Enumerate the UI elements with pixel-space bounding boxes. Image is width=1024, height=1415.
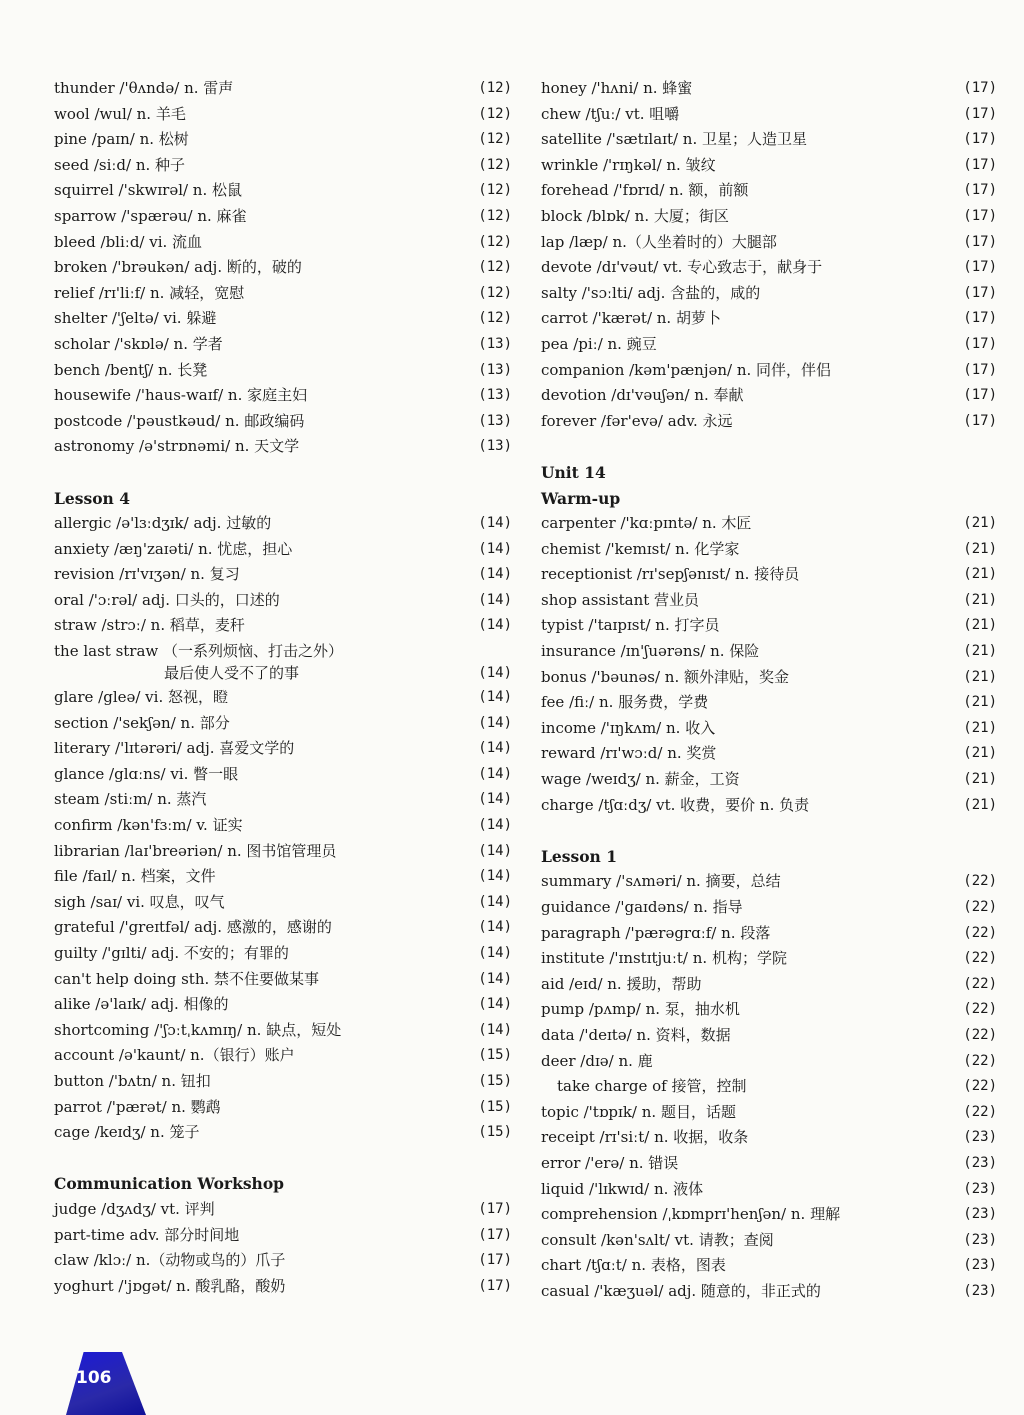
entry-text: postcode /'pəustkəud/ n. 邮政编码 [54,411,305,430]
entry-page: (13) [478,412,512,429]
entry-text: revision /rɪ'vɪʒən/ n. 复习 [54,565,240,584]
entry-page: (14) [478,665,512,682]
entry-page: (17) [963,182,997,199]
vocab-entry [541,537,997,563]
vocab-entry [541,921,997,947]
vocab-entry [54,1069,512,1095]
warmup-list [541,511,997,818]
entry-text: squirrel /'skwɪrəl/ n. 松鼠 [54,181,243,200]
vocab-entry [54,915,512,941]
vocab-entry [541,793,997,819]
vocab-entry [541,613,997,639]
entry-page: (17) [963,310,997,327]
entry-text: companion /kəm'pænjən/ n. 同伴，伴侣 [541,360,832,379]
entry-text: institute /'ɪnstɪtjuːt/ n. 机构；学院 [541,949,787,968]
entry-text: casual /'kæʒuəl/ adj. 随意的，非正式的 [541,1281,821,1300]
entry-page: (17) [963,361,997,378]
entry-page: (17) [963,80,997,96]
entry-page: (22) [963,1052,997,1069]
vocab-entry [54,1043,512,1069]
vocab-entry [54,127,512,153]
entry-page: (17) [963,207,997,224]
vocab-entry [54,358,512,384]
vocab-entry [54,787,512,813]
entry-page: (13) [478,387,512,404]
entry-text: parrot /'pærət/ n. 鹦鹉 [54,1097,221,1116]
vocab-entry [54,230,512,256]
entry-page: (14) [478,893,512,910]
entry-text: honey /'hʌni/ n. 蜂蜜 [541,79,693,97]
vocab-entry [54,941,512,967]
vocab-entry [541,1100,997,1126]
vocab-entry [54,1018,512,1044]
page-number: 106 [76,1368,112,1388]
vocab-entry [54,562,512,588]
entry-page: (17) [963,233,997,250]
entry-text: file /faɪl/ n. 档案，文件 [54,867,216,886]
vocab-entry [541,716,997,742]
workshop-heading: Communication Workshop [54,1174,284,1194]
vocab-entry [54,537,512,563]
entry-page: (21) [963,515,997,532]
workshop-list [54,1197,512,1299]
vocab-entry [541,1177,997,1203]
entry-page: (17) [963,412,997,429]
vocab-entry [54,1223,512,1249]
entry-text: can't help doing sth. 禁不住要做某事 [54,969,320,988]
entry-text: anxiety /æŋ'zaɪəti/ n. 忧虑，担心 [54,539,293,558]
entry-page: (12) [478,284,512,301]
entry-page: (21) [963,694,997,711]
entry-page: (21) [963,771,997,788]
lesson1-heading: Lesson 1 [541,846,618,866]
entry-page: (21) [963,617,997,634]
entry-text: librarian /laɪ'breəriən/ n. 图书馆管理员 [54,841,337,860]
entry-text: pine /paɪn/ n. 松树 [54,130,189,149]
entry-text: oral /'ɔːrəl/ adj. 口头的，口述的 [54,590,280,609]
entry-text: aid /eɪd/ n. 援助，帮助 [541,974,702,993]
entry-text: block /blɒk/ n. 大厦；街区 [541,206,729,225]
entry-page: (14) [478,740,512,757]
vocab-entry [541,1125,997,1151]
entry-page: (21) [963,591,997,608]
entry-text: receptionist /rɪ'sepʃənɪst/ n. 接待员 [541,565,800,584]
vocab-entry [541,997,997,1023]
vocab-entry [541,409,997,435]
entry-text: guidance /'gaɪdəns/ n. 指导 [541,898,743,916]
entry-text: straw /strɔː/ n. 稻草，麦秆 [54,616,245,635]
entry-text: glare /gleə/ vi. 怒视，瞪 [54,688,228,707]
vocab-entry [54,890,512,916]
entry-page: (14) [478,714,512,731]
entry-text: part-time adv. 部分时间地 [54,1225,240,1244]
entry-page: (15) [478,1072,512,1089]
right-group1 [541,76,997,434]
entry-text: shop assistant 营业员 [541,590,700,609]
vocab-entry [54,306,512,332]
vocab-entry [541,946,997,972]
lesson4b-list [54,685,512,1146]
vocab-entry [541,76,997,102]
entry-page: (17) [963,131,997,148]
entry-text: consult /kən'sʌlt/ vt. 请教；查阅 [541,1230,774,1249]
entry-text: reward /rɪ'wɔːd/ n. 奖赏 [541,744,717,763]
vocab-entry [54,736,512,762]
entry-page: (21) [963,643,997,660]
entry-text: sigh /saɪ/ vi. 叹息，叹气 [54,892,225,911]
vocab-entry [541,230,997,256]
entry-text: topic /'tɒpɪk/ n. 题目，话题 [541,1102,736,1121]
left-column [54,76,512,1299]
entry-text: devote /dɪ'vəut/ vt. 专心致志于，献身于 [541,258,823,277]
entry-text: glance /glɑːns/ vi. 瞥一眼 [54,764,239,783]
entry-page: (17) [963,259,997,276]
entry-page: (21) [963,566,997,583]
entry-text: button /'bʌtn/ n. 钮扣 [54,1071,211,1090]
entry-page: (15) [478,1098,512,1115]
vocab-entry [54,1248,512,1274]
entry-page: (12) [478,259,512,276]
entry-page: (14) [478,689,512,706]
entry-page: (23) [963,1129,997,1146]
vocab-entry [541,127,997,153]
entry-text: judge /dʒʌdʒ/ vt. 评判 [54,1199,215,1218]
vocab-entry [541,358,997,384]
right-column [541,76,997,1305]
vocab-entry [541,972,997,998]
lesson1-list [541,869,997,1304]
entry-page: (17) [478,1200,512,1217]
vocab-entry [54,153,512,179]
entry-page: (14) [478,540,512,557]
vocab-entry [541,1253,997,1279]
entry-page: (14) [478,515,512,532]
vocab-entry [54,409,512,435]
vocab-entry [54,613,512,639]
entry-text: liquid /'lɪkwɪd/ n. 液体 [541,1179,704,1198]
entry-page: (13) [478,335,512,352]
entry-text: astronomy /ə'strɒnəmi/ n. 天文学 [54,437,300,456]
entry-page: (17) [478,1277,512,1294]
entry-page: (12) [478,156,512,173]
entry-text: sparrow /'spærəu/ n. 麻雀 [54,206,247,225]
entry-text: income /'ɪŋkʌm/ n. 收入 [541,718,716,737]
entry-page: (22) [963,924,997,941]
entry-text: forever /fər'evə/ adv. 永远 [541,411,733,430]
vocab-entry [54,255,512,281]
entry-text: summary /'sʌməri/ n. 摘要，总结 [541,872,781,891]
vocab-entry [541,690,997,716]
entry-text: relief /rɪ'liːf/ n. 减轻，宽慰 [54,283,245,302]
entry-text: fee /fiː/ n. 服务费，学费 [541,693,709,712]
entry-page: (21) [963,719,997,736]
entry-text: pump /pʌmp/ n. 泵，抽水机 [541,1000,740,1019]
entry-page: (14) [478,842,512,859]
entry-text: satellite /'sætɪlaɪt/ n. 卫星；人造卫星 [541,130,807,149]
vocab-entry [541,204,997,230]
vocab-entry [54,1120,512,1146]
entry-page: (17) [478,1252,512,1269]
vocab-entry [541,102,997,128]
entry-text: literary /'lɪtərəri/ adj. 喜爱文学的 [54,739,295,758]
entry-page: (15) [478,1124,512,1141]
entry-text: devotion /dɪ'vəuʃən/ n. 奉献 [541,386,744,405]
vocab-entry [541,562,997,588]
entry-text: forehead /'fɒrɪd/ n. 额，前额 [541,181,749,200]
vocab-entry [54,967,512,993]
entry-page: (14) [478,919,512,936]
vocab-entry [54,76,512,102]
entry-text: account /ə'kaunt/ n.（银行）账户 [54,1046,295,1065]
entry-page: (12) [478,105,512,122]
vocab-entry [541,332,997,358]
vocab-entry [54,839,512,865]
entry-text: error /'erə/ n. 错误 [541,1153,679,1172]
vocab-entry [541,665,997,691]
entry-text: paragraph /'pærəgrɑːf/ n. 段落 [541,923,771,942]
vocab-entry [541,1279,997,1305]
entry-page: (21) [963,745,997,762]
entry-page: (12) [478,207,512,224]
entry-page: (17) [478,1226,512,1243]
entry-page: (14) [478,617,512,634]
lesson4-heading: Lesson 4 [54,488,131,508]
vocab-entry [54,1197,512,1223]
entry-page: (23) [963,1154,997,1171]
entry-text: insurance /ɪn'ʃuərəns/ n. 保险 [541,642,760,661]
vocab-entry [541,153,997,179]
entry-text: bench /bentʃ/ n. 长凳 [54,360,208,379]
entry-text: deer /dɪə/ n. 鹿 [541,1051,653,1070]
entry-page: (17) [963,156,997,173]
entry-text: bonus /'bəunəs/ n. 额外津贴，奖金 [541,667,789,686]
vocab-entry [541,588,997,614]
entry-page: (14) [478,996,512,1013]
entry-text: take charge of 接管，控制 [557,1077,747,1096]
entry-text: wage /weɪdʒ/ n. 薪金，工资 [541,770,740,789]
entry-text: data /'deɪtə/ n. 资料，数据 [541,1025,731,1044]
entry-text: confirm /kən'fɜːm/ v. 证实 [54,816,243,835]
entry-page: (17) [963,387,997,404]
entry-page: (22) [963,1103,997,1120]
entry-page: (21) [963,668,997,685]
vocab-entry [541,1228,997,1254]
entry-page: (14) [478,791,512,808]
entry-page: (12) [478,310,512,327]
entry-page: (14) [478,945,512,961]
entry-text: yoghurt /'jɒgət/ n. 酸乳酪，酸奶 [54,1276,286,1295]
vocab-entry [541,1202,997,1228]
entry-page: (23) [963,1180,997,1197]
vocab-entry [54,992,512,1018]
entry-page: (23) [963,1206,997,1223]
vocab-entry [541,255,997,281]
warmup-heading: Warm-up [541,488,621,508]
entry-text: the last straw （一系列烦恼、打击之外） [54,642,344,661]
left-group1 [54,76,512,460]
entry-page: (22) [963,899,997,915]
entry-text: claw /klɔː/ n.（动物或鸟的）爪子 [54,1251,286,1270]
entry-page: (23) [963,1282,997,1299]
entry-page: (21) [963,540,997,557]
entry-page: (12) [478,182,512,199]
entry-text: comprehension /ˌkɒmprɪ'henʃən/ n. 理解 [541,1205,841,1224]
entry-text: carpenter /'kɑːpɪntə/ n. 木匠 [541,514,752,533]
vocab-entry [54,1095,512,1121]
entry-text: chemist /'kemɪst/ n. 化学家 [541,539,740,558]
vocab-entry [54,383,512,409]
vocab-entry [541,1151,997,1177]
entry-text-continued: 最后使人受不了的事 [164,664,300,683]
entry-text: shelter /'ʃeltə/ vi. 躲避 [54,309,217,328]
entry-page: (14) [478,970,512,987]
vocab-entry [54,762,512,788]
entry-text: bleed /bliːd/ vi. 流血 [54,232,203,251]
entry-page: (14) [478,566,512,583]
vocab-entry [541,741,997,767]
entry-page: (14) [478,1021,512,1038]
entry-text: allergic /ə'lɜːdʒɪk/ adj. 过敏的 [54,514,272,533]
entry-page: (22) [963,1001,997,1018]
entry-page: (14) [478,591,512,608]
entry-text: steam /stiːm/ n. 蒸汽 [54,790,207,809]
vocab-entry [541,281,997,307]
entry-text: grateful /'greɪtfəl/ adj. 感激的，感谢的 [54,918,332,937]
vocab-entry-last-straw [54,639,512,685]
vocab-entry [541,1074,997,1100]
entry-page: (17) [963,335,997,352]
entry-text: alike /ə'laɪk/ adj. 相像的 [54,995,229,1014]
vocab-entry [541,895,997,921]
entry-text: carrot /'kærət/ n. 胡萝卜 [541,309,721,328]
entry-page: (12) [478,131,512,148]
entry-text: charge /tʃɑːdʒ/ vt. 收费，要价 n. 负责 [541,795,810,814]
entry-text: pea /piː/ n. 豌豆 [541,334,657,353]
entry-text: lap /læp/ n.（人坐着时的）大腿部 [541,232,777,251]
entry-text: salty /'sɔːlti/ adj. 含盐的，咸的 [541,283,761,302]
vocab-entry [541,639,997,665]
vocab-entry [54,332,512,358]
entry-page: (13) [478,438,512,455]
entry-page: (14) [478,765,512,782]
entry-text: seed /siːd/ n. 种子 [54,155,186,174]
vocab-entry [54,178,512,204]
entry-page: (17) [963,284,997,301]
entry-page: (23) [963,1231,997,1248]
vocab-entry [541,1023,997,1049]
vocab-entry [541,1049,997,1075]
lesson4-list [54,511,512,639]
entry-text: wrinkle /'rɪŋkəl/ n. 皱纹 [541,155,716,174]
vocab-entry [54,813,512,839]
vocab-entry [54,204,512,230]
entry-page: (12) [478,80,512,96]
vocab-entry [541,767,997,793]
vocab-entry [541,178,997,204]
entry-text: chart /tʃɑːt/ n. 表格，图表 [541,1256,726,1275]
vocab-entry [54,102,512,128]
entry-text: broken /'brəukən/ adj. 断的，破的 [54,258,302,277]
entry-text: thunder /'θʌndə/ n. 雷声 [54,79,234,97]
entry-page: (22) [963,950,997,967]
vocab-entry [54,588,512,614]
entry-page: (14) [478,868,512,885]
entry-text: wool /wul/ n. 羊毛 [54,104,186,123]
vocab-entry [54,1274,512,1300]
vocab-entry [54,711,512,737]
entry-text: chew /tʃuː/ vt. 咀嚼 [541,104,680,123]
vocab-entry [541,511,997,537]
entry-page: (22) [963,1078,997,1095]
entry-page: (17) [963,105,997,122]
entry-text: section /'sekʃən/ n. 部分 [54,713,230,732]
entry-page: (22) [963,1026,997,1043]
entry-text: shortcoming /'ʃɔːtˌkʌmɪŋ/ n. 缺点，短处 [54,1020,342,1039]
entry-page: (22) [963,975,997,992]
unit-heading: Unit 14 [541,462,606,482]
vocab-entry [541,306,997,332]
vocab-entry [54,434,512,460]
entry-text: housewife /'haus-waɪf/ n. 家庭主妇 [54,386,308,405]
entry-page: (14) [478,817,512,834]
vocab-entry [541,869,997,895]
entry-text: guilty /'gɪlti/ adj. 不安的；有罪的 [54,944,289,962]
entry-page: (23) [963,1257,997,1274]
vocab-entry [54,864,512,890]
entry-text: cage /keɪdʒ/ n. 笼子 [54,1123,200,1142]
entry-text: scholar /'skɒlə/ n. 学者 [54,334,223,353]
entry-text: typist /'taɪpɪst/ n. 打字员 [541,616,720,635]
vocab-entry [54,511,512,537]
entry-page: (21) [963,796,997,813]
entry-text: receipt /rɪ'siːt/ n. 收据，收条 [541,1128,749,1147]
vocab-entry [54,281,512,307]
vocab-entry [54,685,512,711]
entry-page: (22) [963,873,997,890]
entry-page: (15) [478,1047,512,1064]
entry-page: (13) [478,361,512,378]
vocab-entry [541,383,997,409]
entry-page: (12) [478,233,512,250]
